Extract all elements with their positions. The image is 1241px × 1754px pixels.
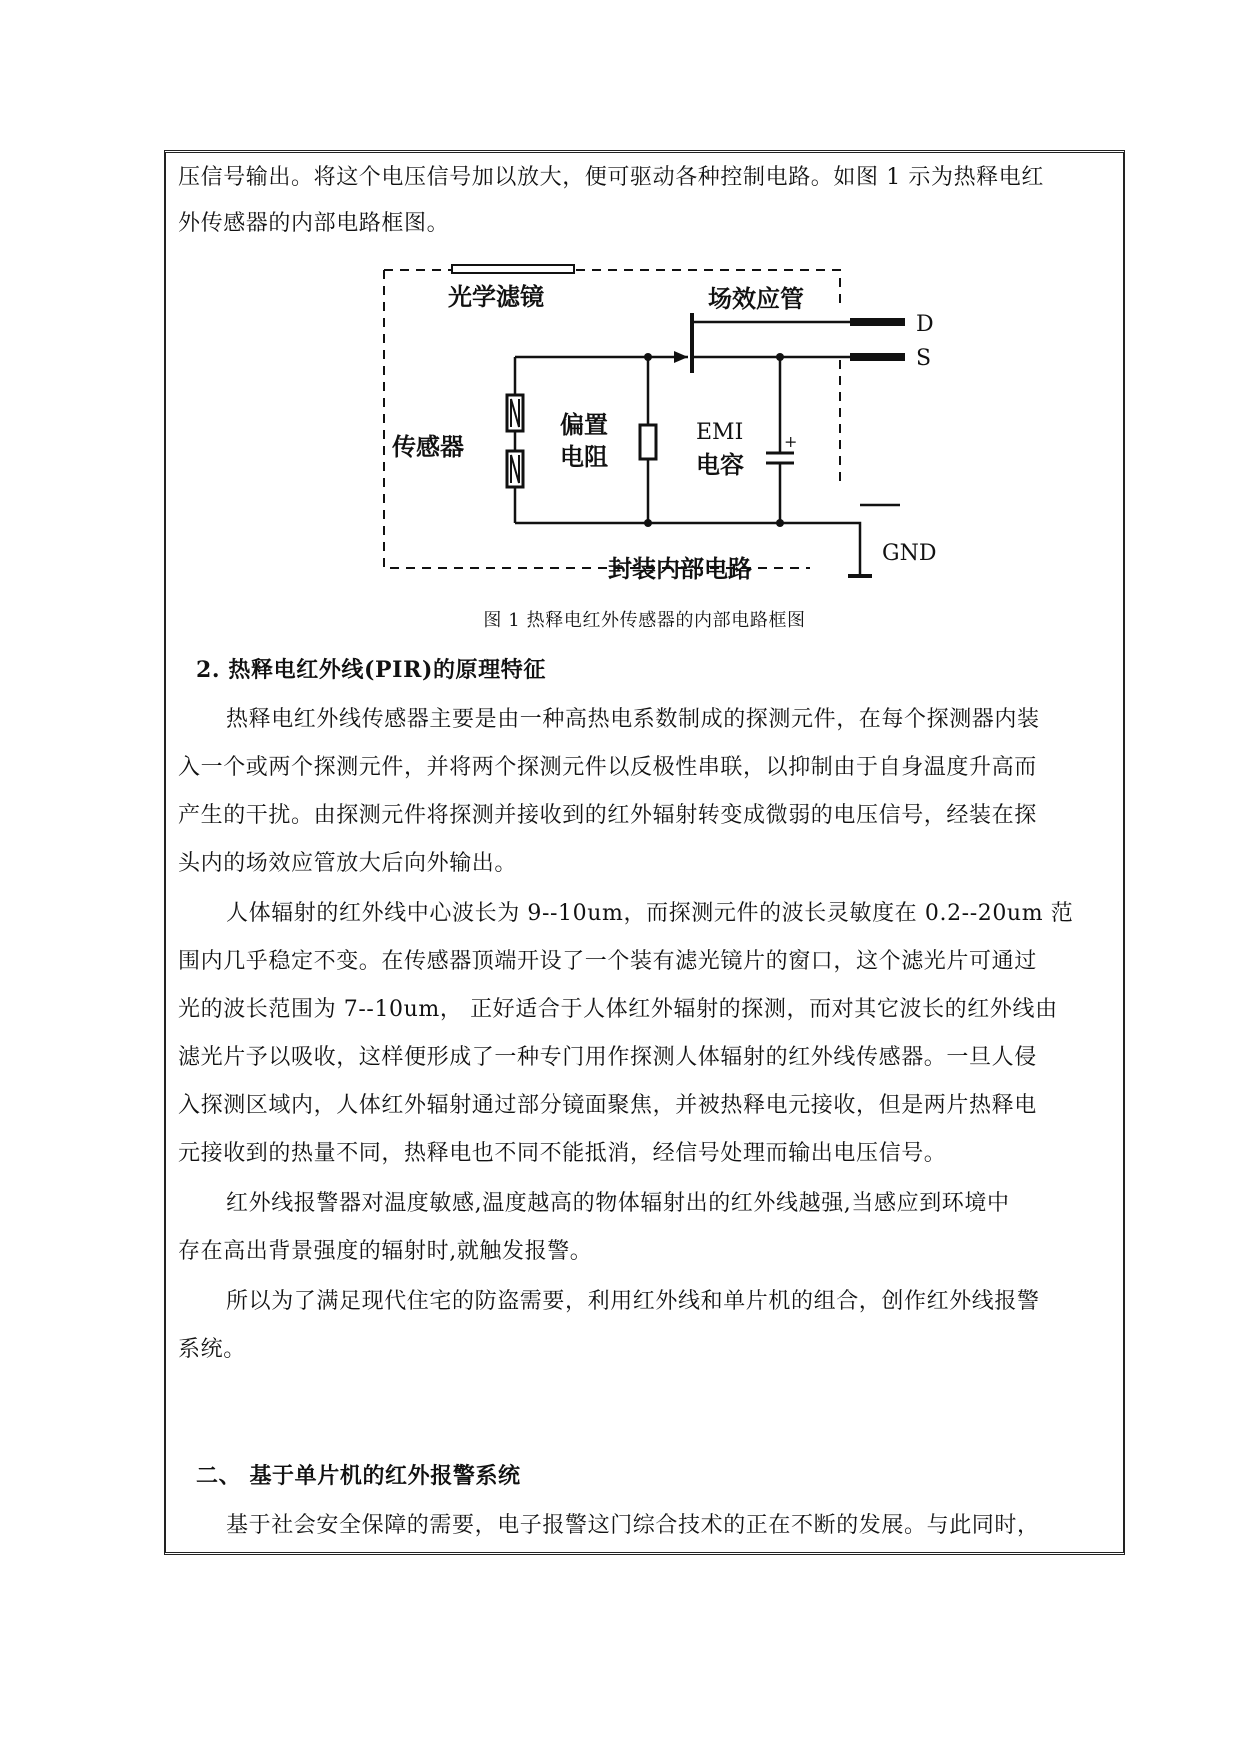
s2-p2-line-6: 元接收到的热量不同，热释电也不同不能抵消，经信号处理而输出电压信号。 xyxy=(178,1141,947,1166)
label-drain: D xyxy=(916,312,934,337)
s2-p1-line-4: 头内的场效应管放大后向外输出。 xyxy=(178,851,518,876)
optical-filter xyxy=(452,265,574,273)
label-bias-1: 偏置 xyxy=(560,410,608,439)
junction-dot-4 xyxy=(776,519,784,527)
label-sensor: 传感器 xyxy=(392,432,464,461)
label-emi-1: EMI xyxy=(696,420,744,445)
label-fet: 场效应管 xyxy=(708,284,804,313)
intro-line-2: 外传感器的内部电路框图。 xyxy=(178,211,450,236)
ch2-p1-line-1: 基于社会安全保障的需要，电子报警这门综合技术的正在不断的发展。与此同时， xyxy=(226,1513,1040,1538)
bias-resistor xyxy=(640,425,656,459)
label-gnd: GND xyxy=(882,541,937,566)
section-2-heading: 2. 热释电红外线(PIR)的原理特征 xyxy=(196,657,546,683)
s2-p1-line-1: 热释电红外线传感器主要是由一种高热电系数制成的探测元件，在每个探测器内装 xyxy=(226,707,1040,732)
s2-p2-line-3: 光的波长范围为 7--10um， 正好适合于人体红外辐射的探测，而对其它波长的红外线由 xyxy=(178,997,1058,1022)
figure-caption: 图 1 热释电红外传感器的内部电路框图 xyxy=(483,610,806,631)
source-pin xyxy=(850,353,905,361)
s2-p1-line-2: 入一个或两个探测元件，并将两个探测元件以反极性串联，以抑制由于自身温度升高而 xyxy=(178,755,1037,780)
junction-dot-1 xyxy=(644,353,652,361)
junction-dot-2 xyxy=(776,353,784,361)
label-package: 封装内部电路 xyxy=(608,554,752,583)
gate-arrow xyxy=(674,351,688,363)
drain-pin xyxy=(850,318,905,326)
s2-p4-line-2: 系统。 xyxy=(178,1337,246,1362)
label-bias-2: 电阻 xyxy=(560,442,608,471)
s2-p2-line-4: 滤光片予以吸收，这样便形成了一种专门用作探测人体辐射的红外线传感器。一旦人侵 xyxy=(178,1045,1037,1070)
label-source: S xyxy=(916,346,932,371)
s2-p2-line-5: 入探测区域内，人体红外辐射通过部分镜面聚焦，并被热释电元接收，但是两片热释电 xyxy=(178,1093,1037,1118)
circuit-diagram xyxy=(370,255,970,585)
s2-p3-line-1: 红外线报警器对温度敏感,温度越高的物体辐射出的红外线越强,当感应到环境中 xyxy=(226,1191,1010,1216)
s2-p2-line-2: 围内几乎稳定不变。在传感器顶端开设了一个装有滤光镜片的窗口，这个滤光片可通过 xyxy=(178,949,1037,974)
s2-p3-line-2: 存在高出背景强度的辐射时,就触发报警。 xyxy=(178,1239,593,1264)
label-emi-2: 电容 xyxy=(696,450,744,479)
s2-p4-line-1: 所以为了满足现代住宅的防盗需要，利用红外线和单片机的组合，创作红外线报警 xyxy=(226,1289,1040,1314)
label-plus: + xyxy=(784,432,798,451)
chapter-2-heading: 二、 基于单片机的红外报警系统 xyxy=(196,1463,521,1489)
s2-p2-line-1: 人体辐射的红外线中心波长为 9--10um，而探测元件的波长灵敏度在 0.2--20um 范 xyxy=(226,901,1074,926)
intro-line-1: 压信号输出。将这个电压信号加以放大，便可驱动各种控制电路。如图 1 示为热释电红 xyxy=(178,165,1044,190)
label-optical-filter: 光学滤镜 xyxy=(448,282,544,311)
junction-dot-3 xyxy=(644,519,652,527)
s2-p1-line-3: 产生的干扰。由探测元件将探测并接收到的红外辐射转变成微弱的电压信号，经装在探 xyxy=(178,803,1037,828)
